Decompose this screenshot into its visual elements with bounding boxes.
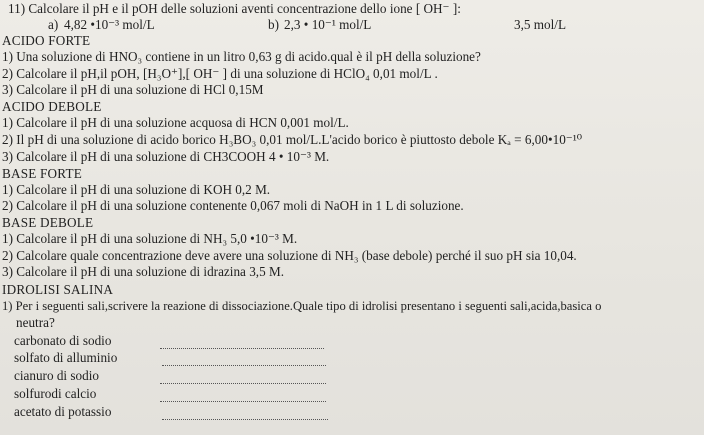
heading-base-forte: BASE FORTE (2, 166, 82, 181)
salt-item-4: solfurodi calcio (14, 386, 97, 401)
acido-debole-item-3: 3) Calcolare il pH di una soluzione di CH3COOH 4 • 10⁻³ M. (2, 149, 330, 164)
acido-forte-item-2: 2) Calcolare il pH,il pOH, [H₃O⁺],[ OH⁻ ] di una soluzione di HClO₄ 0,01 mol/L . (2, 66, 438, 81)
acido-debole-item-2: 2) Il pH di una soluzione di acido borico H₃BO₃ 0,01 mol/L.L'acido borico è piuttosto debole Kₐ = 6,00•10⁻¹⁰ (2, 132, 582, 147)
base-forte-item-1: 1) Calcolare il pH di una soluzione di KOH 0,2 M. (2, 182, 271, 197)
q11-b-label: b) (268, 17, 279, 32)
q11-c-value: 3,5 mol/L (514, 17, 567, 32)
base-debole-item-3: 3) Calcolare il pH di una soluzione di idrazina 3,5 M. (2, 264, 284, 279)
heading-acido-forte: ACIDO FORTE (2, 33, 91, 48)
heading-idrolisi-salina: IDROLISI SALINA (2, 282, 114, 297)
heading-acido-debole: ACIDO DEBOLE (2, 99, 102, 114)
salt-item-1: carbonato di sodio (14, 333, 112, 348)
acido-debole-item-1: 1) Calcolare il pH di una soluzione acquosa di HCN 0,001 mol/L. (2, 115, 349, 130)
salt-answer-line-1 (160, 348, 324, 349)
salt-item-3: cianuro di sodio (14, 368, 99, 383)
salt-item-5: acetato di potassio (14, 404, 112, 419)
idrolisi-intro-line-1: 1) Per i seguenti sali,scrivere la reazione di dissociazione.Quale tipo di idrolisi presentano i seguenti sali,acida,basica o (2, 299, 602, 313)
base-debole-item-1: 1) Calcolare il pH di una soluzione di NH₃ 5,0 •10⁻³ M. (2, 231, 298, 246)
salt-answer-line-4 (160, 401, 326, 402)
q11-a-value: 4,82 •10⁻³ mol/L (64, 17, 155, 32)
salt-answer-line-3 (160, 383, 326, 384)
q11-title: 11) Calcolare il pH e il pOH delle soluzioni aventi concentrazione dello ione [ OH⁻ ]: (8, 1, 461, 16)
base-forte-item-2: 2) Calcolare il pH di una soluzione contenente 0,067 moli di NaOH in 1 L di soluzione. (2, 198, 464, 213)
acido-forte-item-1: 1) Una soluzione di HNO₃ contiene in un litro 0,63 g di acido.qual è il pH della soluzione? (2, 49, 481, 64)
q11-a-label: a) (48, 17, 59, 32)
q11-b-value: 2,3 • 10⁻¹ mol/L (284, 17, 372, 32)
salt-answer-line-5 (162, 419, 328, 420)
salt-answer-line-2 (162, 365, 326, 366)
base-debole-item-2: 2) Calcolare quale concentrazione deve avere una soluzione di NH₃ (base debole) perché il suo pH sia 10,04. (2, 248, 577, 263)
heading-base-debole: BASE DEBOLE (2, 215, 94, 230)
salt-item-2: solfato di alluminio (14, 350, 118, 365)
idrolisi-intro-line-2: neutra? (16, 315, 55, 330)
acido-forte-item-3: 3) Calcolare il pH di una soluzione di HCl 0,15M (2, 82, 264, 97)
